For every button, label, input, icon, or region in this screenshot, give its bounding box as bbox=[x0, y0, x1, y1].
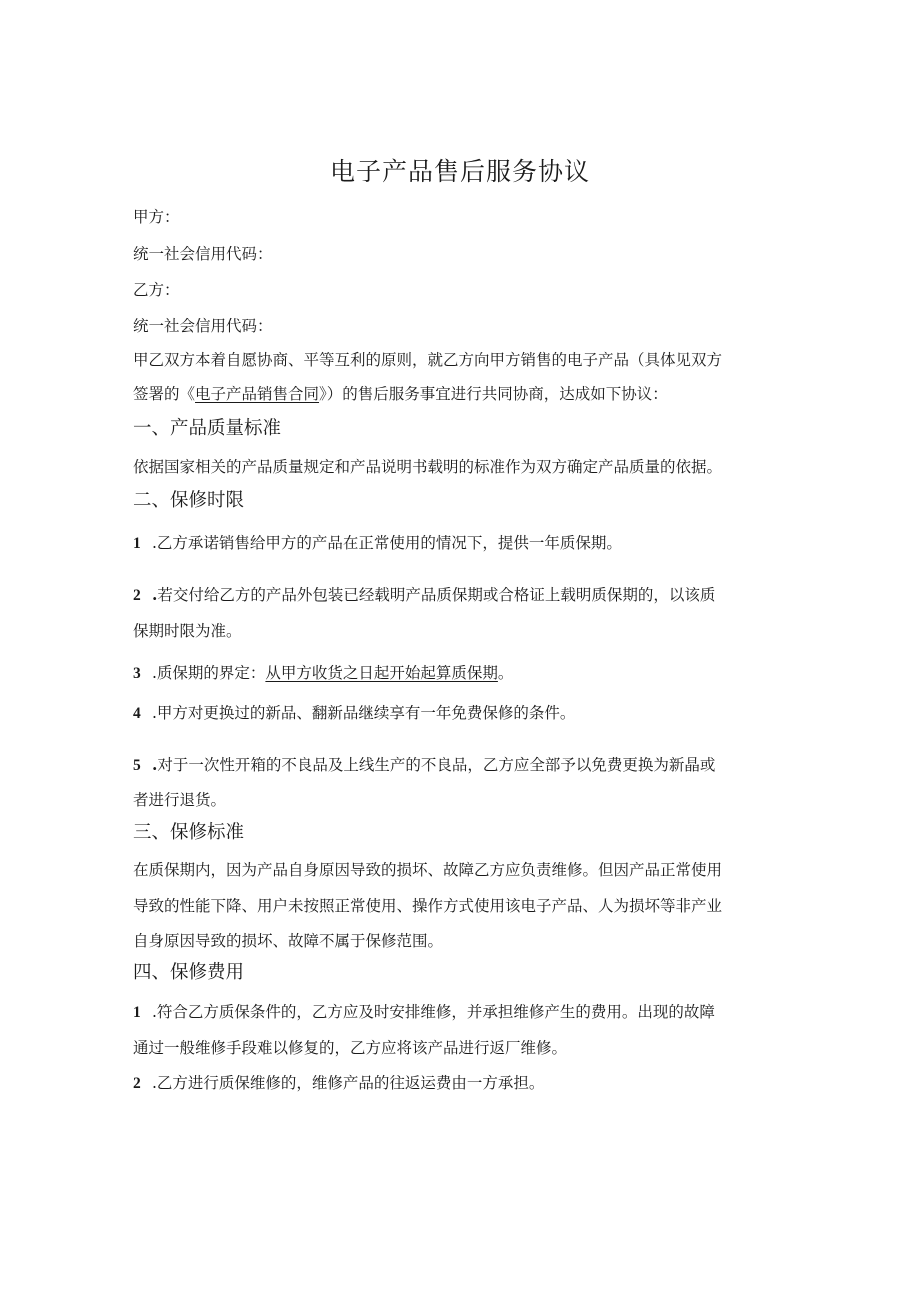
section-2-heading: 二、保修时限 bbox=[133, 490, 245, 511]
item-number: 5 bbox=[133, 757, 141, 774]
section-3-line-3: 自身原因导致的损坏、故障不属于保修范围。 bbox=[133, 932, 444, 950]
item-number: 1 bbox=[133, 1004, 141, 1021]
item-separator: . bbox=[151, 755, 158, 774]
party-a-label: 甲方： bbox=[133, 208, 180, 226]
item-text: 符合乙方质保条件的，乙方应及时安排维修，并承担维修产生的费用。出现的故障 bbox=[156, 1003, 715, 1021]
intro-line-2-post: 》）的售后服务事宜进行共同协商，达成如下协议： bbox=[319, 385, 668, 403]
party-b-label: 乙方： bbox=[133, 281, 180, 299]
intro-line-1: 甲乙双方本着自愿协商、平等互利的原则，就乙方向甲方销售的电子产品（具体见双方 bbox=[133, 351, 723, 369]
section-2-item-4 bbox=[133, 703, 783, 724]
item-text: 若交付给乙方的产品外包装已经载明产品质保期或合格证上载明质保期的，以该质 bbox=[157, 586, 716, 604]
party-b-credit-code-label: 统一社会信用代码： bbox=[133, 317, 273, 335]
item-number: 1 bbox=[133, 535, 141, 552]
section-1-heading: 一、产品质量标准 bbox=[133, 418, 282, 439]
item-separator: . bbox=[151, 704, 157, 722]
section-1-text: 依据国家相关的产品质量规定和产品说明书载明的标准作为双方确定产品质量的依据。 bbox=[133, 458, 723, 476]
item-text: 甲方对更换过的新品、翻新品继续享有一年免费保修的条件。 bbox=[156, 704, 576, 722]
section-2-item-5-continuation: 者进行退货。 bbox=[133, 791, 227, 809]
section-4-item-1-continuation: 通过一般维修手段难以修复的，乙方应将该产品进行返厂维修。 bbox=[133, 1039, 568, 1057]
section-4-item-1 bbox=[133, 1002, 783, 1023]
item-number: 4 bbox=[133, 705, 141, 722]
intro-line-2-pre: 签署的《 bbox=[133, 385, 196, 403]
item-separator: . bbox=[151, 1074, 157, 1092]
section-3-line-1: 在质保期内，因为产品自身原因导致的损坏、故障乙方应负责维修。但因产品正常使用 bbox=[133, 861, 723, 879]
item-text-post: 。 bbox=[497, 664, 514, 682]
section-3-heading: 三、保修标准 bbox=[133, 822, 245, 843]
item-separator: . bbox=[151, 1003, 157, 1021]
section-2-item-3 bbox=[133, 663, 783, 684]
item-separator: . bbox=[151, 585, 158, 604]
section-2-item-5 bbox=[133, 755, 783, 776]
warranty-start-definition: 从甲方收货之日起开始起算质保期 bbox=[265, 664, 498, 682]
item-text: 乙方进行质保维修的，维修产品的往返运费由一方承担。 bbox=[156, 1074, 545, 1092]
party-a-credit-code-label: 统一社会信用代码： bbox=[133, 245, 273, 263]
section-3-line-2: 导致的性能下降、用户未按照正常使用、操作方式使用该电子产品、人为损坏等非产业 bbox=[133, 897, 723, 915]
item-number: 3 bbox=[133, 665, 141, 682]
section-2-item-2 bbox=[133, 585, 783, 606]
section-2-item-1 bbox=[133, 533, 783, 554]
item-number: 2 bbox=[133, 1075, 141, 1092]
item-text-pre: 质保期的界定： bbox=[156, 664, 266, 682]
item-number: 2 bbox=[133, 587, 141, 604]
section-4-heading: 四、保修费用 bbox=[133, 962, 245, 983]
section-2-item-2-continuation: 保期时限为准。 bbox=[133, 622, 242, 640]
intro-line-2 bbox=[133, 384, 783, 404]
document-title: 电子产品售后服务协议 bbox=[329, 157, 590, 186]
sales-contract-reference: 电子产品销售合同 bbox=[195, 385, 320, 403]
item-separator: . bbox=[151, 664, 157, 682]
section-4-item-2 bbox=[133, 1073, 783, 1094]
item-text: 乙方承诺销售给甲方的产品在正常使用的情况下，提供一年质保期。 bbox=[156, 534, 622, 552]
item-text: 对于一次性开箱的不良品及上线生产的不良品，乙方应全部予以免费更换为新晶或 bbox=[157, 756, 716, 774]
item-separator: . bbox=[151, 534, 157, 552]
